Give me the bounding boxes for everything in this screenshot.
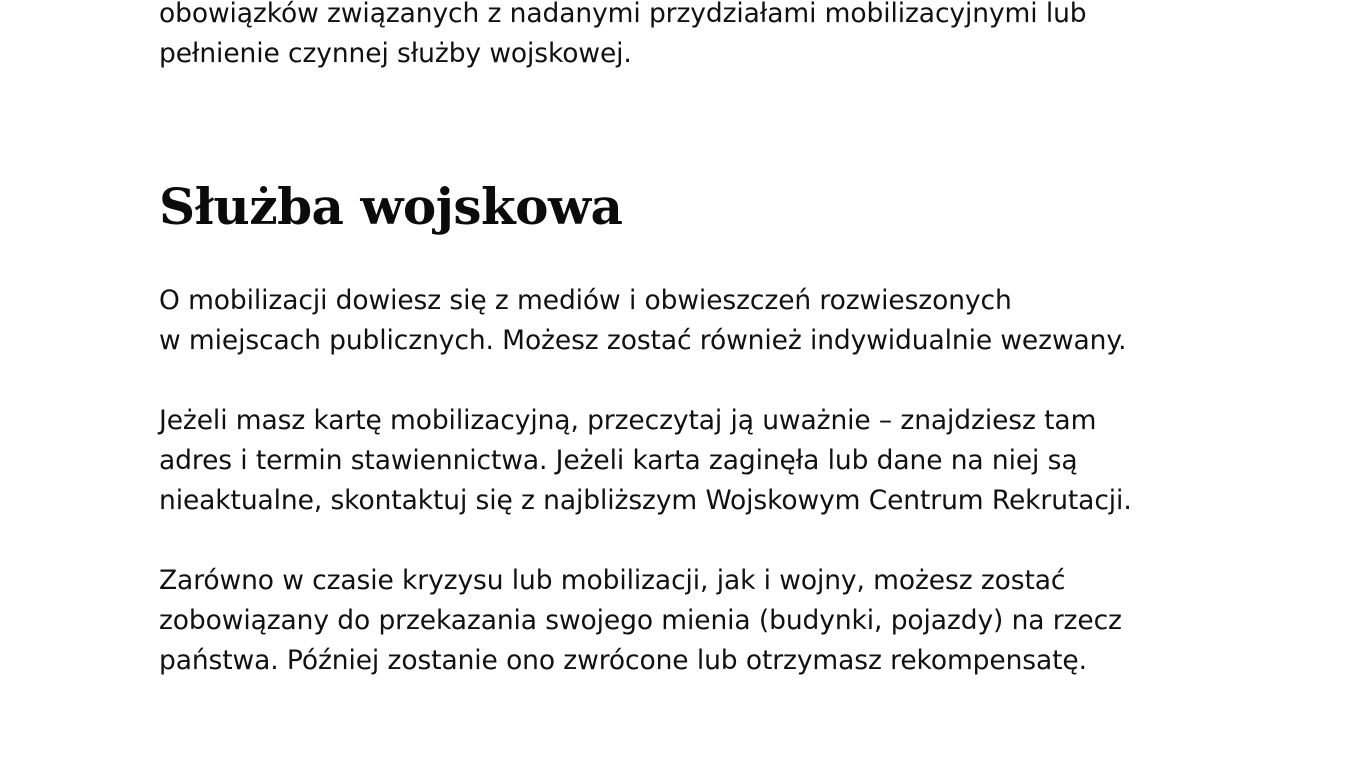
section-heading: Służba wojskowa	[159, 177, 623, 236]
paragraph-line: w miejscach publicznych. Możesz zostać również indywidualnie wezwany.	[159, 325, 1127, 356]
paragraph-line: pełnienie czynnej służby wojskowej.	[159, 38, 632, 69]
mobilization-paragraph	[159, 281, 1199, 361]
paragraph-line: nieaktualne, skontaktuj się z najbliższym Wojskowym Centrum Rekrutacji.	[159, 485, 1132, 516]
mobilization-card-paragraph	[159, 401, 1199, 521]
paragraph-line: O mobilizacji dowiesz się z mediów i obwieszczeń rozwieszonych	[159, 285, 1012, 316]
article-content	[159, 0, 1199, 681]
property-requisition-paragraph	[159, 561, 1199, 681]
paragraph-line: państwa. Później zostanie ono zwrócone lub otrzymasz rekompensatę.	[159, 645, 1087, 676]
paragraph-line: obowiązków związanych z nadanymi przydziałami mobilizacyjnymi lub	[159, 0, 1087, 29]
paragraph-line: zobowiązany do przekazania swojego mienia (budynki, pojazdy) na rzecz	[159, 605, 1122, 636]
paragraph-line: Jeżeli masz kartę mobilizacyjną, przeczytaj ją uważnie – znajdziesz tam	[159, 405, 1097, 436]
paragraph-line: adres i termin stawiennictwa. Jeżeli karta zaginęła lub dane na niej są	[159, 445, 1078, 476]
paragraph-line: Zarówno w czasie kryzysu lub mobilizacji, jak i wojny, możesz zostać	[159, 565, 1066, 596]
intro-paragraph	[159, 0, 1199, 74]
